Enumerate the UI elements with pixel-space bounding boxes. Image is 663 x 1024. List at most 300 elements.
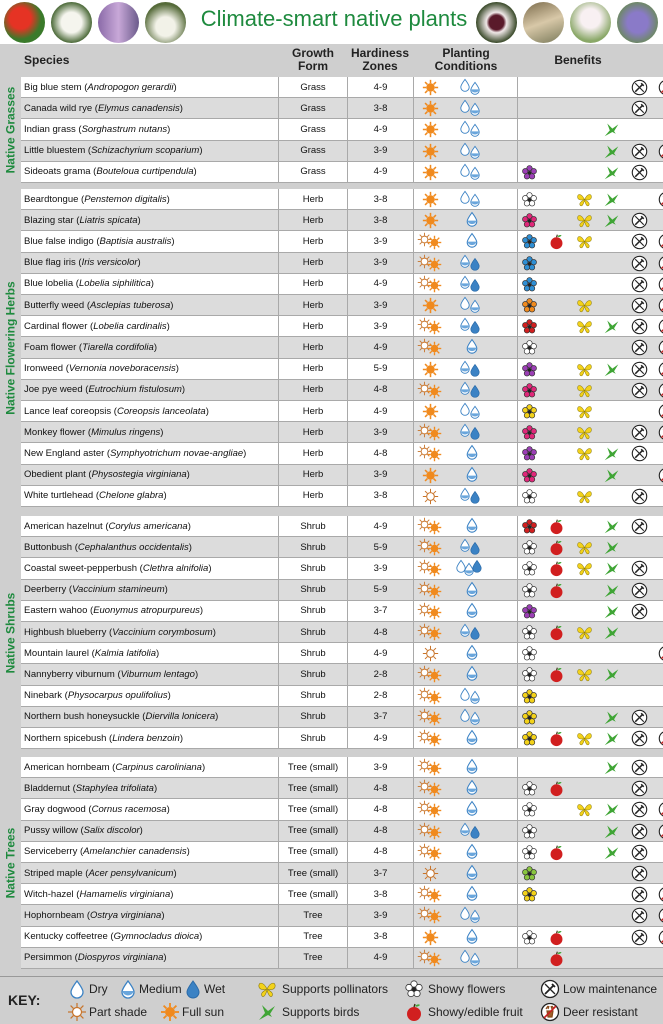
species-cell: Joe pye weed ( Eutrochium fistulosum )	[21, 380, 279, 400]
planting-conditions-cell	[414, 77, 518, 97]
showy-flower-icon	[521, 582, 538, 599]
benefits-cell	[518, 622, 663, 642]
hummingbird-icon	[603, 143, 620, 160]
butterfly-icon	[576, 666, 593, 683]
hardiness-zone-cell: 4-9	[348, 643, 414, 663]
showy-flower-icon	[521, 233, 538, 250]
hardiness-zone-cell: 3-9	[348, 558, 414, 578]
full-sun-icon	[422, 212, 439, 229]
table-row	[21, 799, 663, 820]
section-label	[0, 516, 21, 749]
full-sun-icon	[427, 384, 442, 399]
scientific-name: Eutrochium fistulosum	[88, 384, 182, 396]
showy-flower-icon	[521, 666, 538, 683]
benefits-cell	[518, 842, 663, 862]
hardiness-zone-cell: 3-9	[348, 295, 414, 315]
benefits-cell	[518, 465, 663, 485]
fruit-icon	[548, 780, 565, 797]
scientific-name: Viburnum lentago	[120, 668, 195, 680]
benefits-cell	[518, 253, 663, 273]
table-row	[21, 643, 663, 664]
common-name: Ninebark	[24, 690, 63, 702]
growth-form-cell: Shrub	[279, 643, 348, 663]
section-label	[0, 77, 21, 183]
scientific-name: Asclepias tuberosa	[90, 299, 171, 311]
common-name: Blue lobelia	[24, 278, 74, 290]
species-cell: American hornbeam ( Carpinus caroliniana )	[21, 757, 279, 777]
table-row	[21, 863, 663, 884]
benefits-cell	[518, 601, 663, 621]
drop-medium-icon	[468, 952, 482, 966]
header	[0, 0, 663, 44]
benefits-cell	[518, 141, 663, 161]
hardiness-zone-cell: 3-9	[348, 422, 414, 442]
scientific-name: Schizachyrium scoparium	[91, 145, 200, 157]
hummingbird-icon	[603, 164, 620, 181]
scientific-name: Hamamelis virginiana	[79, 888, 171, 900]
key-wet: Wet	[204, 982, 226, 996]
planting-conditions-cell	[414, 465, 518, 485]
hummingbird-icon	[257, 1002, 277, 1022]
drop-wet-icon	[468, 257, 482, 271]
growth-form-cell: Tree	[279, 905, 348, 925]
table-row	[21, 842, 663, 863]
drop-medium-icon	[468, 166, 482, 180]
common-name: American hornbeam	[24, 761, 110, 773]
scientific-name: Iris versicolor	[81, 257, 138, 269]
drop-medium-icon	[468, 102, 482, 116]
hardiness-zone-cell: 3-7	[348, 863, 414, 883]
species-cell: Persimmon ( Diospyros virginiana )	[21, 948, 279, 968]
scientific-name: Diospyros virginiana	[77, 952, 164, 964]
showy-flower-icon	[521, 886, 538, 903]
butterfly-icon	[576, 233, 593, 250]
deer-resistant-icon	[540, 1002, 560, 1022]
plant-table	[0, 44, 663, 972]
hummingbird-icon	[603, 801, 620, 818]
hardiness-zone-cell: 3-8	[348, 884, 414, 904]
hummingbird-icon	[603, 539, 620, 556]
showy-flower-icon	[521, 164, 538, 181]
benefits-cell	[518, 162, 663, 182]
table-row	[21, 443, 663, 464]
fruit-icon	[548, 582, 565, 599]
growth-form-cell: Herb	[279, 465, 348, 485]
full-sun-icon	[422, 79, 439, 96]
planting-conditions-cell	[414, 757, 518, 777]
common-name: Blazing star	[24, 214, 74, 226]
table-row	[21, 905, 663, 926]
benefits-cell	[518, 295, 663, 315]
full-sun-icon	[427, 257, 442, 272]
hardiness-zone-cell: 3-9	[348, 141, 414, 161]
butterfly-icon	[576, 424, 593, 441]
species-cell: Buttonbush ( Cephalanthus occidentalis )	[21, 537, 279, 557]
key-label: KEY:	[8, 992, 41, 1008]
species-cell: Indian grass ( Sorghastrum nutans )	[21, 119, 279, 139]
fruit-icon	[548, 666, 565, 683]
drop-medium-icon	[464, 779, 480, 795]
scientific-name: Physocarpus opulifolius	[67, 690, 168, 702]
butterfly-icon	[576, 318, 593, 335]
key-full-sun: Full sun	[182, 1005, 225, 1019]
drop-medium-icon	[464, 466, 480, 482]
common-name: Mountain laurel	[24, 647, 89, 659]
scientific-name: Chelone glabra	[99, 490, 164, 502]
growth-form-cell: Shrub	[279, 601, 348, 621]
drop-medium-icon	[468, 909, 482, 923]
fruit-icon	[548, 730, 565, 747]
table-row	[21, 359, 663, 380]
drop-wet-icon	[468, 825, 482, 839]
drop-wet-icon	[468, 490, 482, 504]
table-row	[21, 601, 663, 622]
planting-conditions-cell	[414, 401, 518, 421]
butterfly-icon	[576, 488, 593, 505]
full-sun-icon	[427, 320, 442, 335]
showy-flower-icon	[521, 191, 538, 208]
hummingbird-icon	[603, 759, 620, 776]
benefits-cell	[518, 884, 663, 904]
drop-medium-icon	[468, 405, 482, 419]
showy-flower-icon	[521, 318, 538, 335]
showy-flower-icon	[521, 844, 538, 861]
benefits-cell	[518, 863, 663, 883]
fruit-icon	[548, 560, 565, 577]
table-row	[21, 401, 663, 422]
key-low-maintenance: Low maintenance	[563, 982, 658, 996]
butterfly-icon	[576, 730, 593, 747]
key-pollinators: Supports pollinators	[282, 982, 389, 996]
benefits-cell	[518, 643, 663, 663]
common-name: Northern spicebush	[24, 732, 107, 744]
drop-medium-icon	[468, 193, 482, 207]
deer-resistant-icon	[658, 801, 663, 818]
benefits-cell	[518, 799, 663, 819]
low-maintenance-icon	[631, 886, 648, 903]
header-hardiness-zones: Hardiness Zones	[350, 46, 410, 73]
hardiness-zone-cell: 4-9	[348, 337, 414, 357]
hummingbird-icon	[603, 560, 620, 577]
drop-medium-icon	[464, 444, 480, 460]
hummingbird-icon	[603, 730, 620, 747]
common-name: Pussy willow	[24, 825, 78, 837]
hummingbird-icon	[603, 603, 620, 620]
species-cell: Blue false indigo ( Baptisia australis )	[21, 231, 279, 251]
drop-medium-icon	[468, 123, 482, 137]
growth-form-cell: Shrub	[279, 558, 348, 578]
fruit-icon	[548, 844, 565, 861]
section-label	[0, 757, 21, 969]
common-name: Cardinal flower	[24, 320, 88, 332]
growth-form-cell: Tree (small)	[279, 842, 348, 862]
common-name: Blue false indigo	[24, 235, 94, 247]
hummingbird-icon	[603, 445, 620, 462]
low-maintenance-icon	[631, 164, 648, 181]
benefits-cell	[518, 905, 663, 925]
butterfly-icon	[576, 361, 593, 378]
drop-medium-icon	[464, 517, 480, 533]
table-row	[21, 778, 663, 799]
species-cell: Mountain laurel ( Kalmia latifolia )	[21, 643, 279, 663]
species-cell: White turtlehead ( Chelone glabra )	[21, 486, 279, 506]
hummingbird-icon	[603, 666, 620, 683]
deer-resistant-icon	[658, 907, 663, 924]
drop-medium-icon	[468, 711, 482, 725]
planting-conditions-cell	[414, 842, 518, 862]
growth-form-cell: Grass	[279, 98, 348, 118]
table-row	[21, 141, 663, 162]
species-cell: Cardinal flower ( Lobelia cardinalis )	[21, 316, 279, 336]
deer-resistant-icon	[658, 79, 663, 96]
part-shade-icon	[422, 865, 439, 882]
planting-conditions-cell	[414, 927, 518, 947]
planting-conditions-cell	[414, 316, 518, 336]
showy-flower-icon	[521, 297, 538, 314]
planting-conditions-cell	[414, 821, 518, 841]
table-row	[21, 316, 663, 337]
growth-form-cell: Shrub	[279, 580, 348, 600]
hardiness-zone-cell: 4-9	[348, 516, 414, 536]
common-name: Beardtongue	[24, 193, 79, 205]
hardiness-zone-cell: 4-8	[348, 821, 414, 841]
benefits-cell	[518, 401, 663, 421]
growth-form-cell: Shrub	[279, 516, 348, 536]
low-maintenance-icon	[631, 929, 648, 946]
scientific-name: Corylus americana	[108, 520, 188, 532]
low-maintenance-icon	[631, 212, 648, 229]
table-row	[21, 516, 663, 537]
showy-flower-icon	[521, 424, 538, 441]
drop-medium-icon	[464, 928, 480, 944]
benefits-cell	[518, 210, 663, 230]
species-cell: Monkey flower ( Mimulus ringens )	[21, 422, 279, 442]
deer-resistant-icon	[658, 424, 663, 441]
planting-conditions-cell	[414, 558, 518, 578]
drop-wet-icon	[470, 559, 484, 573]
common-name: Little bluestem	[24, 145, 86, 157]
species-cell: Northern bush honeysuckle ( Diervilla lonicera )	[21, 707, 279, 727]
growth-form-cell: Tree	[279, 927, 348, 947]
drop-medium-icon	[464, 338, 480, 354]
common-name: Foam flower	[24, 341, 77, 353]
species-cell: Eastern wahoo ( Euonymus atropurpureus )	[21, 601, 279, 621]
common-name: Canada wild rye	[24, 102, 93, 114]
full-sun-icon	[427, 761, 442, 776]
full-sun-icon	[422, 121, 439, 138]
hummingbird-icon	[603, 361, 620, 378]
scientific-name: Diervilla lonicera	[145, 711, 216, 723]
showy-flower-icon	[521, 467, 538, 484]
scientific-name: Liatris spicata	[79, 214, 138, 226]
key-dry: Dry	[89, 982, 108, 996]
growth-form-cell: Grass	[279, 141, 348, 161]
full-sun-icon	[422, 164, 439, 181]
deer-resistant-icon	[658, 403, 663, 420]
common-name: Serviceberry	[24, 846, 78, 858]
hardiness-zone-cell: 3-9	[348, 757, 414, 777]
scientific-name: Penstemon digitalis	[84, 193, 167, 205]
common-name: Persimmon	[24, 952, 73, 964]
planting-conditions-cell	[414, 189, 518, 209]
hardiness-zone-cell: 3-8	[348, 486, 414, 506]
table-row	[21, 537, 663, 558]
low-maintenance-icon	[631, 844, 648, 861]
table-row	[21, 664, 663, 685]
planting-conditions-cell	[414, 98, 518, 118]
full-sun-icon	[427, 732, 442, 747]
species-cell: Ninebark ( Physocarpus opulifolius )	[21, 686, 279, 706]
photo-blazing-star	[98, 2, 139, 43]
benefits-cell	[518, 707, 663, 727]
species-cell: Butterfly weed ( Asclepias tuberosa )	[21, 295, 279, 315]
hardiness-zone-cell: 5-9	[348, 580, 414, 600]
low-maintenance-icon	[631, 382, 648, 399]
table-row	[21, 98, 663, 119]
table-row	[21, 162, 663, 183]
scientific-name: Vernonia noveboracensis	[68, 363, 176, 375]
growth-form-cell: Shrub	[279, 728, 348, 748]
deer-resistant-icon	[658, 382, 663, 399]
photo-cardinal-flower	[4, 2, 45, 43]
common-name: Obedient plant	[24, 469, 86, 481]
common-name: Witch-hazel	[24, 888, 74, 900]
butterfly-icon	[576, 801, 593, 818]
low-maintenance-icon	[631, 603, 648, 620]
common-name: Lance leaf coreopsis	[24, 405, 112, 417]
low-maintenance-icon	[631, 488, 648, 505]
benefits-cell	[518, 380, 663, 400]
hardiness-zone-cell: 4-8	[348, 443, 414, 463]
full-sun-icon	[427, 341, 442, 356]
low-maintenance-icon	[540, 979, 560, 999]
scientific-name: Mimulus ringens	[91, 426, 161, 438]
showy-flower-icon	[521, 212, 538, 229]
hardiness-zone-cell: 4-8	[348, 799, 414, 819]
table-row	[21, 558, 663, 579]
drop-medium-icon	[464, 581, 480, 597]
low-maintenance-icon	[631, 100, 648, 117]
full-sun-icon	[427, 668, 442, 683]
drop-medium-icon	[464, 885, 480, 901]
table-row	[21, 927, 663, 948]
showy-flower-icon	[521, 645, 538, 662]
common-name: Sideoats grama	[24, 166, 91, 178]
growth-form-cell: Tree (small)	[279, 863, 348, 883]
showy-flower-icon	[521, 276, 538, 293]
table-row	[21, 253, 663, 274]
planting-conditions-cell	[414, 537, 518, 557]
showy-flower-icon	[521, 255, 538, 272]
common-name: New England aster	[24, 447, 105, 459]
table-row	[21, 337, 663, 358]
drop-medium-icon	[468, 145, 482, 159]
drop-wet-icon	[468, 320, 482, 334]
showy-flower-icon	[521, 603, 538, 620]
benefits-cell	[518, 98, 663, 118]
common-name: Ironweed	[24, 363, 64, 375]
scientific-name: Cornus racemosa	[91, 803, 167, 815]
benefits-cell	[518, 664, 663, 684]
low-maintenance-icon	[631, 339, 648, 356]
deer-resistant-icon	[658, 467, 663, 484]
growth-form-cell: Grass	[279, 162, 348, 182]
planting-conditions-cell	[414, 380, 518, 400]
low-maintenance-icon	[631, 255, 648, 272]
growth-form-cell: Shrub	[279, 707, 348, 727]
hardiness-zone-cell: 3-8	[348, 98, 414, 118]
benefits-cell	[518, 580, 663, 600]
planting-conditions-cell	[414, 359, 518, 379]
drop-wet-icon	[468, 363, 482, 377]
growth-form-cell: Herb	[279, 401, 348, 421]
planting-conditions-cell	[414, 799, 518, 819]
scientific-name: Salix discolor	[83, 825, 140, 837]
table-row	[21, 707, 663, 728]
table-row	[21, 119, 663, 140]
planting-conditions-cell	[414, 905, 518, 925]
scientific-name: Vaccinium corymbosum	[112, 626, 213, 638]
hardiness-zone-cell: 4-9	[348, 162, 414, 182]
showy-flower-icon	[521, 709, 538, 726]
benefits-cell	[518, 316, 663, 336]
scientific-name: Vaccinium stamineum	[72, 584, 165, 596]
growth-form-cell: Herb	[279, 486, 348, 506]
table-row	[21, 380, 663, 401]
low-maintenance-icon	[631, 823, 648, 840]
common-name: Kentucky coffeetree	[24, 931, 108, 943]
butterfly-icon	[576, 403, 593, 420]
planting-conditions-cell	[414, 295, 518, 315]
section-native-grasses	[0, 77, 663, 183]
benefits-cell	[518, 119, 663, 139]
scientific-name: Amelanchier canadensis	[83, 846, 187, 858]
drop-medium-icon	[464, 758, 480, 774]
photo-dark-berries	[476, 2, 517, 43]
deer-resistant-icon	[658, 297, 663, 314]
showy-flower-icon	[521, 688, 538, 705]
planting-conditions-cell	[414, 422, 518, 442]
hardiness-zone-cell: 4-9	[348, 948, 414, 968]
fruit-icon	[548, 539, 565, 556]
species-cell: Lance leaf coreopsis ( Coreopsis lanceolata )	[21, 401, 279, 421]
hardiness-zone-cell: 2-8	[348, 686, 414, 706]
hummingbird-icon	[603, 191, 620, 208]
planting-conditions-cell	[414, 443, 518, 463]
benefits-cell	[518, 927, 663, 947]
full-sun-icon	[422, 361, 439, 378]
drop-wet-icon	[468, 626, 482, 640]
species-cell: Serviceberry ( Amelanchier canadensis )	[21, 842, 279, 862]
hardiness-zone-cell: 5-9	[348, 359, 414, 379]
section-native-shrubs	[0, 516, 663, 749]
common-name: Bladdernut	[24, 782, 70, 794]
scientific-name: Lobelia siphilitica	[78, 278, 151, 290]
species-cell: Gray dogwood ( Cornus racemosa )	[21, 799, 279, 819]
deer-resistant-icon	[658, 191, 663, 208]
drop-medium-icon	[464, 729, 480, 745]
species-cell: Witch-hazel ( Hamamelis virginiana )	[21, 884, 279, 904]
hardiness-zone-cell: 4-8	[348, 842, 414, 862]
growth-form-cell: Herb	[279, 359, 348, 379]
hardiness-zone-cell: 4-8	[348, 622, 414, 642]
drop-wet-icon	[183, 979, 203, 999]
full-sun-icon	[427, 447, 442, 462]
planting-conditions-cell	[414, 622, 518, 642]
scientific-name: Physostegia virginiana	[91, 469, 187, 481]
hardiness-zone-cell: 4-8	[348, 778, 414, 798]
planting-conditions-cell	[414, 601, 518, 621]
